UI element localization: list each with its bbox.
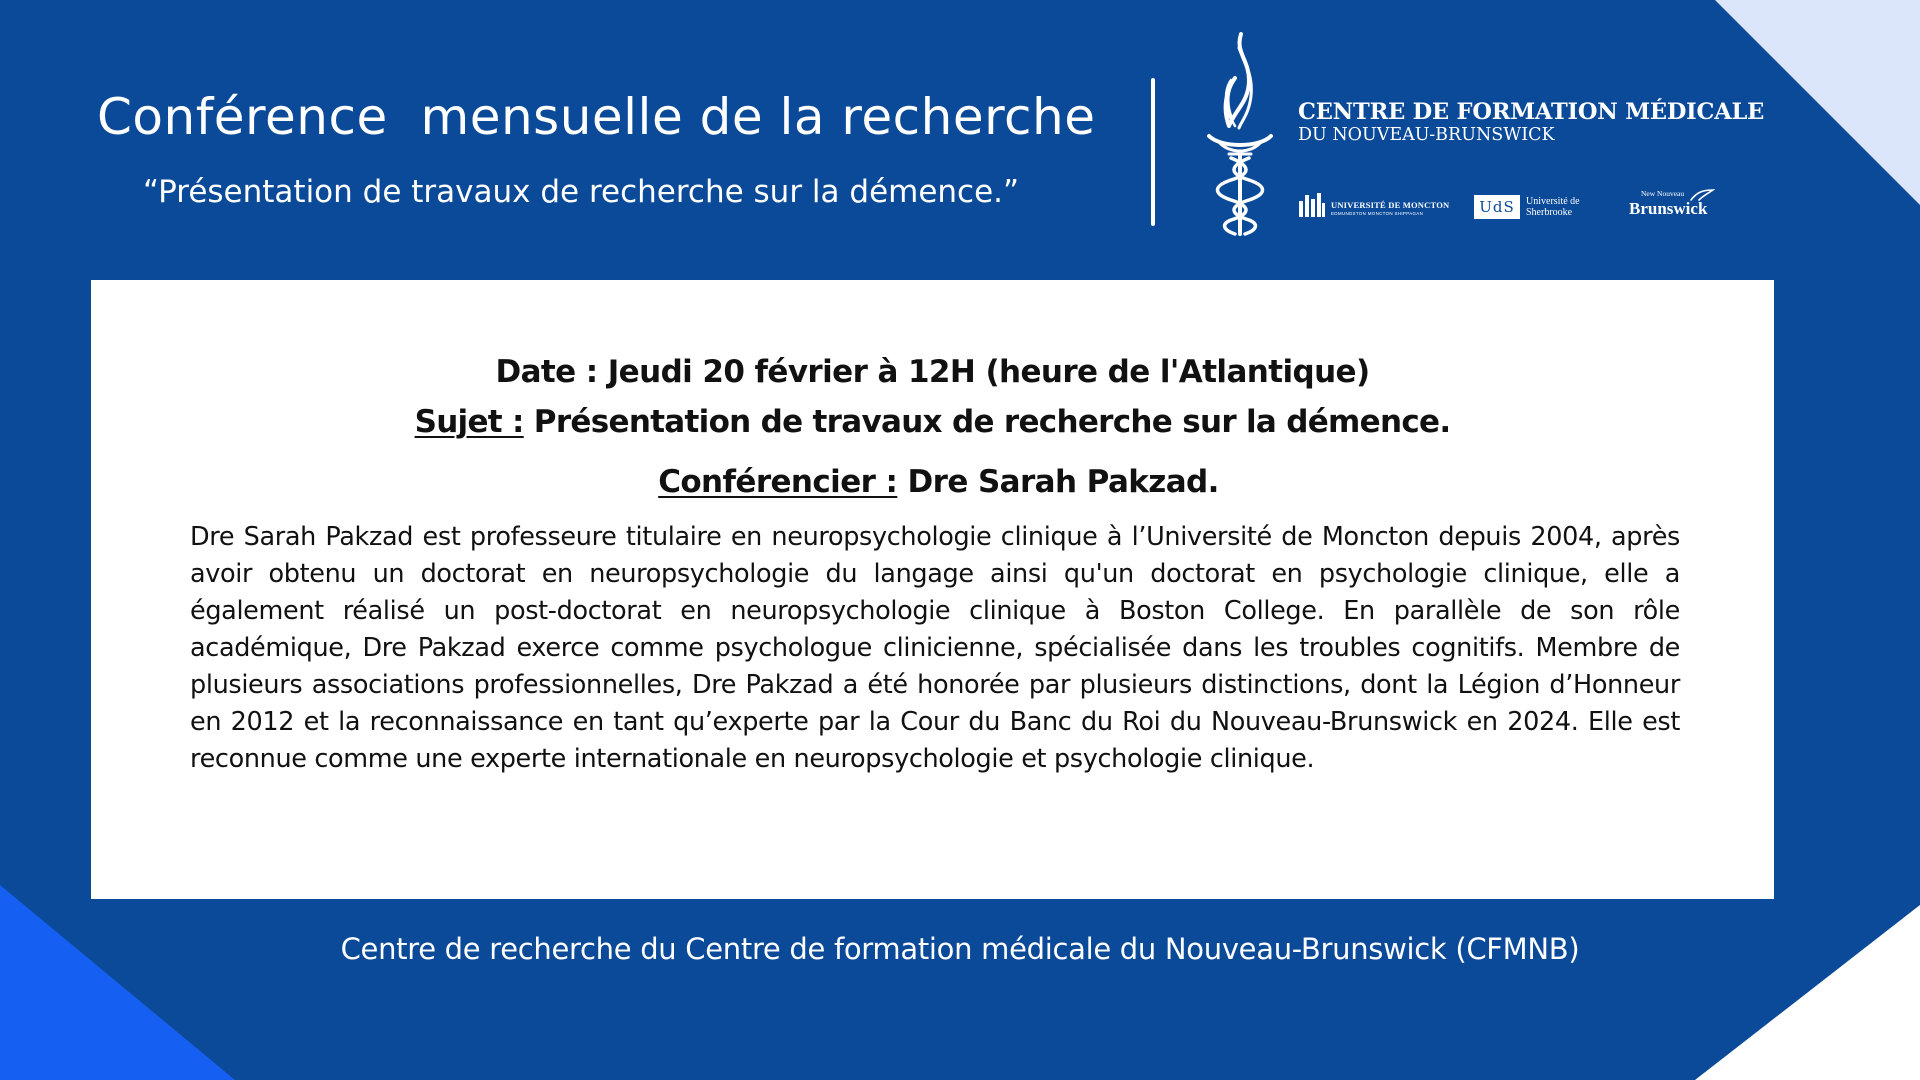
content-card (91, 280, 1774, 899)
partner-moncton-campuses: EDMUNDSTON MONCTON SHIPPAGAN (1331, 211, 1424, 216)
partner-sherbrooke-name: Université de Sherbrooke (1526, 196, 1580, 218)
speaker-label: Conférencier : (658, 464, 898, 500)
page-title: Conférence mensuelle de la recherche (97, 88, 1096, 146)
subject-text: Présentation de travaux de recherche sur la démence. (523, 404, 1451, 440)
partner-logo-new-brunswick (1629, 188, 1721, 222)
corner-triangle-bottom-right (1695, 905, 1920, 1080)
partner-sherbrooke-abbr: UdS (1474, 195, 1520, 219)
logo-name: CENTRE DE FORMATION MÉDICALE (1298, 99, 1765, 125)
speaker-bio: Dre Sarah Pakzad est professeure titulaire en neuropsychologie clinique à l’Université de Moncton depuis 2004, après avoir obtenu un doctorat en neuropsychologie du langage ainsi qu'un doctorat en psychologie clinique, elle a également réalisé un post-doctorat en neuropsychologie clinique à Boston College. En parallèle de son rôle académique, Dre Pakzad exerce comme psychologue clinicienne, spécialisée dans les troubles cognitifs. Membre de plusieurs associations professionnelles, Dre Pakzad a été honorée par plusieurs distinctions, dont la Légion d’Honneur en 2012 et la reconnaissance en tant qu’experte par la Cour du Banc du Roi du Nouveau-Brunswick en 2024. Elle est reconnue comme une experte internationale en neuropsychologie et psychologie clinique. (190, 522, 1680, 774)
partner-moncton-name: UNIVERSITÉ DE MONCTON (1331, 200, 1450, 210)
subject-label: Sujet : (414, 404, 524, 440)
event-speaker (97, 464, 1780, 500)
event-date: Date : Jeudi 20 février à 12H (heure de l'Atlantique) (495, 354, 1370, 390)
speaker-text: Dre Sarah Pakzad. (897, 464, 1219, 500)
partner-nb-big: Brunswick (1629, 199, 1708, 218)
torch-caduceus-icon (1205, 30, 1275, 245)
page-subtitle: “Présentation de travaux de recherche sur la démence.” (143, 174, 1020, 210)
moncton-emblem-icon (1298, 191, 1326, 219)
corner-triangle-bottom-left (0, 885, 235, 1080)
partner-logo-moncton (1298, 188, 1450, 222)
logo-subname: DU NOUVEAU-BRUNSWICK (1298, 125, 1555, 145)
partner-logo-sherbrooke (1474, 195, 1589, 221)
header-divider (1151, 78, 1155, 226)
partner-nb-small: New Nouveau (1641, 189, 1685, 198)
event-subject (91, 404, 1774, 440)
footer-text: Centre de recherche du Centre de formation médicale du Nouveau-Brunswick (CFMNB) (340, 932, 1580, 966)
